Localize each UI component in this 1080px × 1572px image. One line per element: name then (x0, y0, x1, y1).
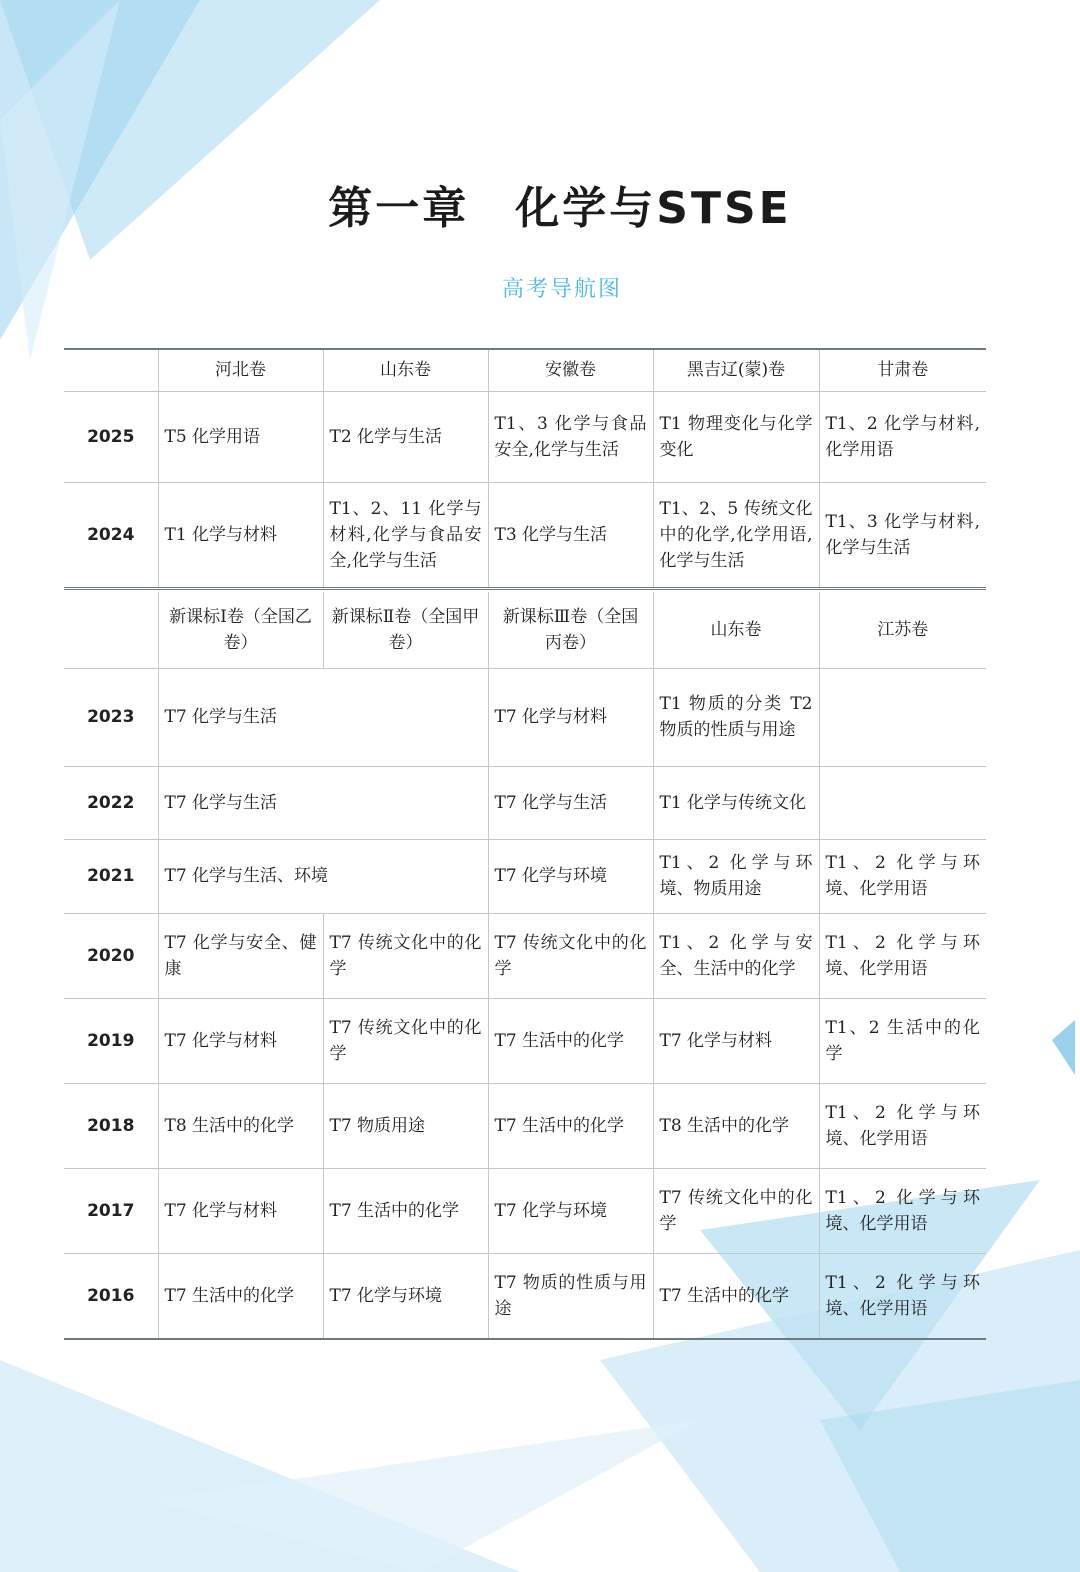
table-row (64, 1168, 986, 1253)
table-row (64, 391, 986, 482)
table-row (64, 766, 986, 839)
table-header-row (64, 349, 986, 391)
header-cell-shandong: 山东卷 (323, 349, 488, 391)
table-cell: T7 传统文化中的化学 (488, 913, 653, 998)
table-cell (819, 766, 986, 839)
table-cell: T7 化学与环境 (488, 839, 653, 913)
year-cell: 2016 (64, 1253, 158, 1339)
header-cell-empty (64, 349, 158, 391)
table-cell: T1、2 化学与环境、物质用途 (653, 839, 819, 913)
table-cell: T7 生活中的化学 (488, 1083, 653, 1168)
year-cell: 2025 (64, 391, 158, 482)
table-cell: T1 物质的分类 T2 物质的性质与用途 (653, 668, 819, 766)
table-cell: T1、2、5 传统文化中的化学,化学用语,化学与生活 (653, 482, 819, 588)
header-cell-paper-1: 新课标Ⅰ卷（全国乙卷） (158, 592, 323, 668)
table-cell: T7 生活中的化学 (323, 1168, 488, 1253)
table-cell (819, 668, 986, 766)
table-cell: T7 生活中的化学 (158, 1253, 323, 1339)
table-cell: T7 化学与环境 (323, 1253, 488, 1339)
table-cell: T1 化学与材料 (158, 482, 323, 588)
table-cell: T1、2 化学与环境、化学用语 (819, 1083, 986, 1168)
header-cell-heijiliao: 黑吉辽(蒙)卷 (653, 349, 819, 391)
table-cell: T7 化学与生活 (488, 766, 653, 839)
header-cell-jiangsu: 江苏卷 (819, 592, 986, 668)
year-cell: 2017 (64, 1168, 158, 1253)
table-cell: T7 化学与环境 (488, 1168, 653, 1253)
table-cell: T7 化学与生活、环境 (158, 839, 488, 913)
table-row (64, 668, 986, 766)
table-cell: T8 生活中的化学 (158, 1083, 323, 1168)
header-cell-empty (64, 592, 158, 668)
table-row (64, 1253, 986, 1339)
section-subtitle: 高考导航图 (501, 277, 622, 302)
table-row (64, 482, 986, 588)
table-cell: T1、2 生活中的化学 (819, 998, 986, 1083)
table-cell: T2 化学与生活 (323, 391, 488, 482)
chapter-number: 第一章 (328, 183, 470, 234)
header-cell-paper-2: 新课标Ⅱ卷（全国甲卷） (323, 592, 488, 668)
table-cell: T7 化学与生活 (158, 668, 488, 766)
year-cell: 2020 (64, 913, 158, 998)
table-cell: T5 化学用语 (158, 391, 323, 482)
table-row (64, 998, 986, 1083)
table-cell: T7 化学与材料 (158, 998, 323, 1083)
chapter-name: 化学与STSE (515, 183, 792, 234)
table-cell: T7 生活中的化学 (488, 998, 653, 1083)
table-row (64, 1083, 986, 1168)
table-cell: T7 化学与生活 (158, 766, 488, 839)
table-cell: T1、2 化学与环境、化学用语 (819, 1168, 986, 1253)
table-cell: T1 化学与传统文化 (653, 766, 819, 839)
table-cell: T3 化学与生活 (488, 482, 653, 588)
table-cell: T7 生活中的化学 (653, 1253, 819, 1339)
table-cell: T1、2 化学与环境、化学用语 (819, 1253, 986, 1339)
header-cell-hebei: 河北卷 (158, 349, 323, 391)
table-cell: T7 化学与材料 (158, 1168, 323, 1253)
exam-table-2016-2023 (64, 592, 986, 1340)
table-cell: T1、3 化学与食品安全,化学与生活 (488, 391, 653, 482)
table-cell: T1、2 化学与材料,化学用语 (819, 391, 986, 482)
year-cell: 2024 (64, 482, 158, 588)
table-cell: T7 化学与安全、健康 (158, 913, 323, 998)
header-cell-anhui: 安徽卷 (488, 349, 653, 391)
year-cell: 2018 (64, 1083, 158, 1168)
table-cell: T7 传统文化中的化学 (323, 998, 488, 1083)
header-cell-gansu: 甘肃卷 (819, 349, 986, 391)
year-cell: 2019 (64, 998, 158, 1083)
table-row (64, 913, 986, 998)
chapter-title (0, 172, 1080, 236)
table-cell: T1、2 化学与环境、化学用语 (819, 839, 986, 913)
table-cell: T1、2 化学与环境、化学用语 (819, 913, 986, 998)
table-cell: T7 物质用途 (323, 1083, 488, 1168)
table-cell: T7 化学与材料 (488, 668, 653, 766)
table-cell: T8 生活中的化学 (653, 1083, 819, 1168)
header-cell-paper-3: 新课标Ⅲ卷（全国丙卷） (488, 592, 653, 668)
header-cell-shandong: 山东卷 (653, 592, 819, 668)
year-cell: 2022 (64, 766, 158, 839)
year-cell: 2023 (64, 668, 158, 766)
table-cell: T1 物理变化与化学变化 (653, 391, 819, 482)
year-cell: 2021 (64, 839, 158, 913)
table-cell: T1、2、11 化学与材料,化学与食品安全,化学与生活 (323, 482, 488, 588)
table-cell: T1、2 化学与安全、生活中的化学 (653, 913, 819, 998)
table-cell: T7 传统文化中的化学 (653, 1168, 819, 1253)
table-cell: T7 化学与材料 (653, 998, 819, 1083)
exam-table-2024-2025 (64, 348, 986, 590)
table-cell: T7 物质的性质与用途 (488, 1253, 653, 1339)
table-row (64, 839, 986, 913)
table-cell: T1、3 化学与材料,化学与生活 (819, 482, 986, 588)
table-cell: T7 传统文化中的化学 (323, 913, 488, 998)
table-header-row (64, 592, 986, 668)
